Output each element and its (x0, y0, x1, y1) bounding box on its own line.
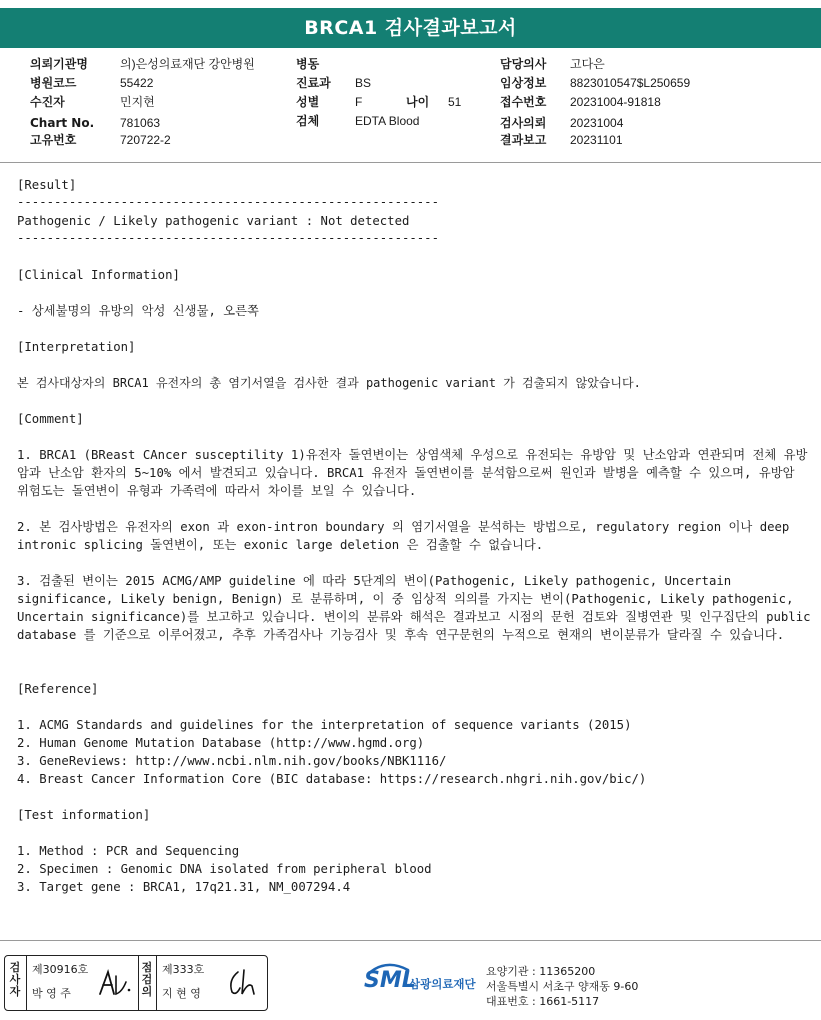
report-title: BRCA1 검사결과보고서 (0, 8, 821, 48)
clinical-line: - 상세불명의 유방의 악성 신생물, 오른쪽 (17, 304, 259, 318)
receipt-no-label: 접수번호 (500, 95, 547, 109)
reference-item: 3. GeneReviews: http://www.ncbi.nlm.nih.gov/books/NBK1116/ (17, 754, 447, 768)
clinical-heading: [Clinical Information] (17, 268, 180, 282)
comment-paragraph-1: 1. BRCA1 (BReast CAncer susceptility 1)유전자 돌연변이는 상염색체 우성으로 유전되는 유방암 및 난소암과 연관되며 전체 유방암과 난소암 환자의 5~10% 에서 발견되고 있습니다. BRCA1 유전자 돌연변이를 분석함으로써 원인과 발병을 예측할 수 있으며, 유방암 위험도는 돌연변이 유형과 가족력에 따라서 차이를 보일 수 있습니다. (17, 448, 808, 498)
approver-label: 점 검 의 (141, 961, 153, 998)
examiner-name: 박 영 주 (32, 987, 71, 1000)
physician-value: 고다은 (570, 57, 605, 71)
ward-label: 병동 (296, 57, 320, 71)
referring-institution-value: 의)은성의료재단 강안병원 (120, 57, 255, 71)
test-info-heading: [Test information] (17, 808, 151, 822)
examiner-license: 제30916호 (32, 963, 89, 976)
examiner-signature (96, 968, 132, 1004)
unique-id-label: 고유번호 (30, 133, 77, 147)
reference-item: 1. ACMG Standards and guidelines for the interpretation of sequence variants (2015) (17, 718, 632, 732)
receipt-no-value: 20231004-91818 (570, 95, 661, 109)
approver-signature (224, 966, 260, 1004)
clinical-info-label: 임상정보 (500, 76, 547, 90)
sex-label: 성별 (296, 95, 320, 109)
department-value: BS (355, 76, 372, 90)
reference-heading: [Reference] (17, 682, 99, 696)
reference-item: 2. Human Genome Mutation Database (http://www.hgmd.org) (17, 736, 425, 750)
header-divider (0, 162, 821, 163)
agency-code: 요양기관 : 11365200 (486, 965, 596, 978)
age-label: 나이 (406, 95, 430, 109)
interpretation-heading: [Interpretation] (17, 340, 136, 354)
patient-label: 수진자 (30, 95, 65, 109)
reference-item: 4. Breast Cancer Information Core (BIC database: https://research.nhgri.nih.gov/bic/) (17, 772, 647, 786)
request-date-value: 20231004 (570, 116, 624, 130)
footer-divider (0, 940, 821, 941)
result-dash-line-top: --------------------------------------------------------- (17, 195, 439, 209)
request-date-label: 검사의뢰 (500, 116, 547, 130)
comment-heading: [Comment] (17, 412, 84, 426)
department-label: 진료과 (296, 76, 331, 90)
examiner-label: 검 사 자 (9, 961, 21, 998)
patient-value: 민지현 (120, 95, 155, 109)
signature-divider (26, 956, 27, 1010)
hospital-code-label: 병원코드 (30, 76, 77, 90)
report-date-label: 결과보고 (500, 133, 547, 147)
comment-paragraph-2: 2. 본 검사방법은 유전자의 exon 과 exon-intron boundary 의 염기서열을 분석하는 방법으로, regulatory region 이나 deep intronic splicing 돌연변이, 또는 exonic large deletion 은 검출할 수 없습니다. (17, 520, 790, 552)
specimen-value: EDTA Blood (355, 114, 420, 128)
approver-name: 지 현 영 (162, 987, 201, 1000)
clinical-info-value: 8823010547$L250659 (570, 76, 691, 90)
address: 서울특별시 서초구 양재동 9-60 (486, 980, 639, 993)
result-heading: [Result] (17, 178, 77, 192)
signature-divider (156, 956, 157, 1010)
logo-text: SML (364, 968, 416, 993)
physician-label: 담당의사 (500, 57, 547, 71)
phone: 대표번호 : 1661-5117 (486, 995, 600, 1008)
referring-institution-label: 의뢰기관명 (30, 57, 88, 71)
test-info-item: 2. Specimen : Genomic DNA isolated from peripheral blood (17, 862, 432, 876)
result-dash-line-bottom: --------------------------------------------------------- (17, 231, 439, 245)
chart-no-label: Chart No. (30, 116, 95, 130)
comment-paragraph-3: 3. 검출된 변이는 2015 ACMG/AMP guideline 에 따라 5단계의 변이(Pathogenic, Likely pathogenic, Uncertain significance, Likely benign, Benign) 로 분류하며, 이 중 임상적 의의를 가지는 변이(Pathogenic, Likely pathogenic, Uncertain significance)를 보고하고 있습니다. 변이의 분류와 해석은 결과보고 시점의 문헌 검토와 질병연관 및 인구집단의 public database 를 기준으로 이루어졌고, 추후 가족검사나 기능검사 및 후속 연구문헌의 누적으로 현재의 변이분류가 달라질 수 있습니다. (17, 574, 811, 642)
chart-no-value: 781063 (120, 116, 161, 130)
specimen-label: 검체 (296, 114, 320, 128)
result-line: Pathogenic / Likely pathogenic variant : Not detected (17, 214, 410, 228)
hospital-code-value: 55422 (120, 76, 154, 90)
logo-name: 삼광의료재단 (409, 977, 476, 991)
test-info-item: 3. Target gene : BRCA1, 17q21.31, NM_007294.4 (17, 880, 351, 894)
sex-value: F (355, 95, 363, 109)
test-info-item: 1. Method : PCR and Sequencing (17, 844, 240, 858)
signature-divider (138, 956, 139, 1010)
report-date-value: 20231101 (570, 133, 623, 147)
approver-license: 제333호 (162, 963, 205, 976)
interpretation-line: 본 검사대상자의 BRCA1 유전자의 총 염기서열을 검사한 결과 pathogenic variant 가 검출되지 않았습니다. (17, 376, 641, 390)
age-value: 51 (448, 95, 462, 109)
unique-id-value: 720722-2 (120, 133, 171, 147)
